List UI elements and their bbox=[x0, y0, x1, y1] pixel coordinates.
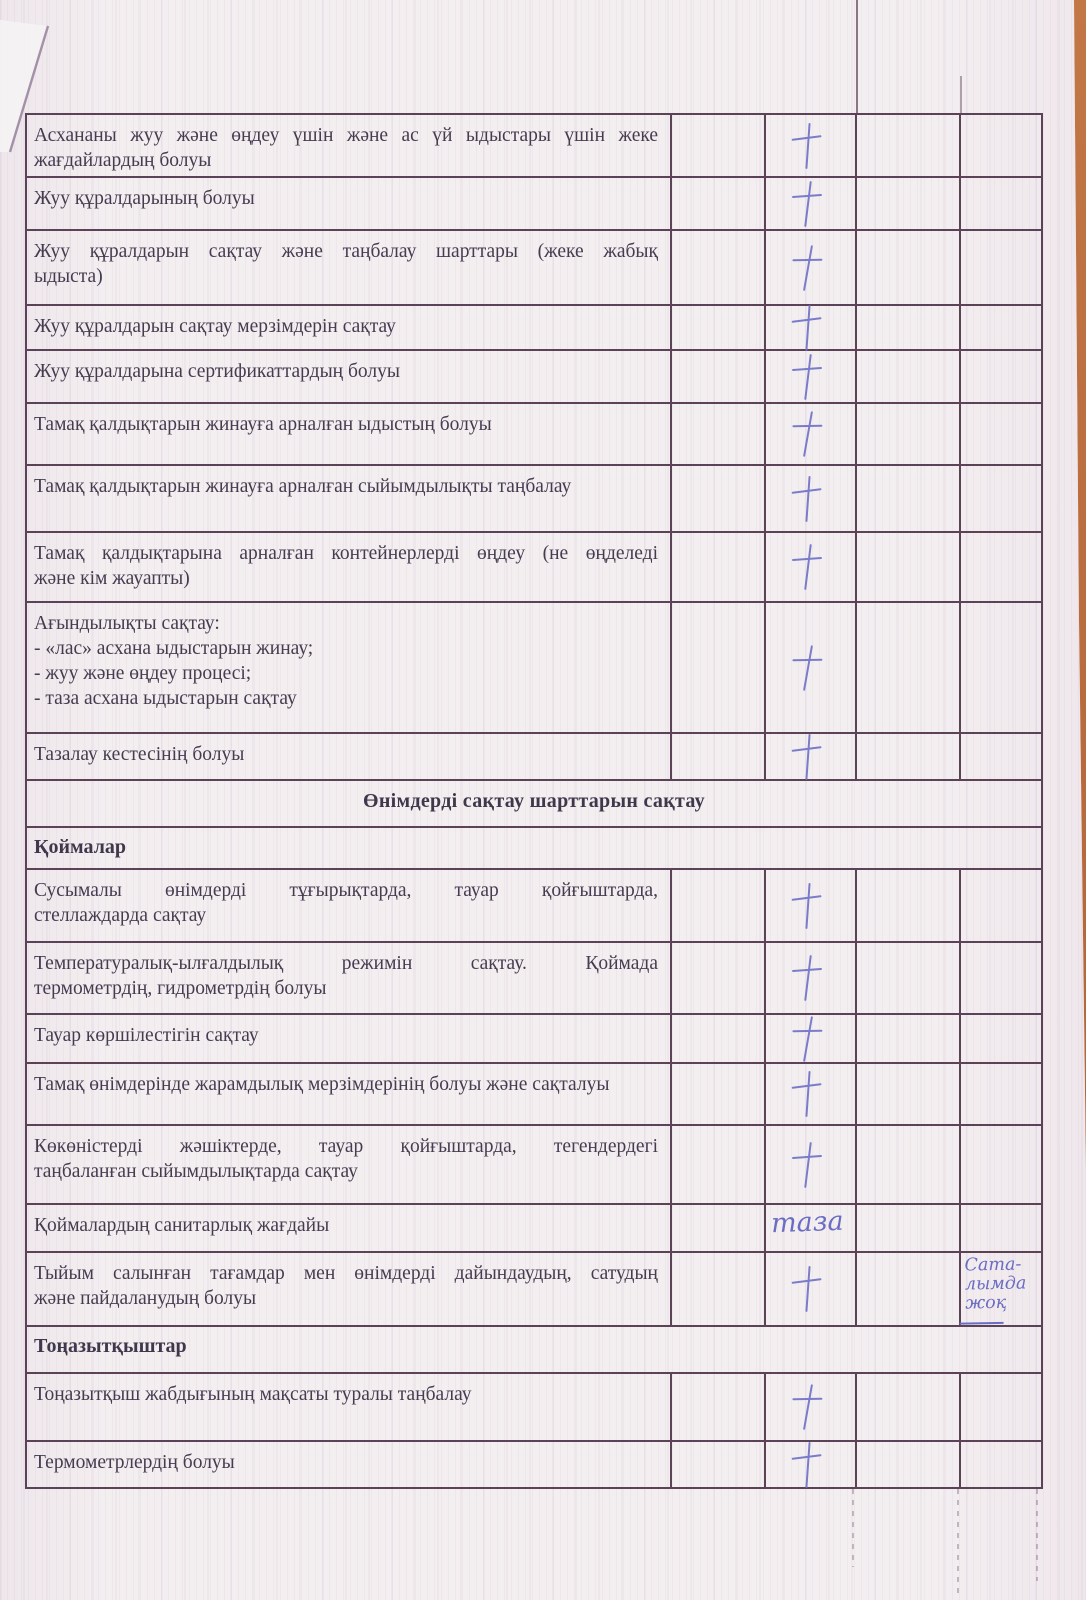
criterion-text: Көкөністерді жәшіктерде, тауар қойғыштарда, тегендердегі таңбаланған сыйымдылықтарда сақтау bbox=[27, 1126, 672, 1203]
criterion-text: Ағындылықты сақтау: - «лас» асхана ыдыстарын жинау; - жуу және өңдеу процесі; - таза асхана ыдыстарын сақтау bbox=[27, 603, 672, 732]
check-cell bbox=[961, 1205, 1041, 1251]
check-cell bbox=[961, 1442, 1041, 1487]
criterion-text: Жуу құралдарын сақтау мерзімдерін сақтау bbox=[27, 306, 672, 349]
handwritten-plus-mark bbox=[791, 882, 823, 930]
check-cell bbox=[766, 404, 857, 464]
handwritten-plus-mark bbox=[792, 354, 822, 400]
table-header-row bbox=[27, 781, 1041, 828]
check-cell bbox=[961, 603, 1041, 732]
faint-line-below-table bbox=[957, 1489, 959, 1599]
inspection-table bbox=[25, 113, 1043, 1489]
criterion-text: Тамақ қалдықтарын жинауға арналған ыдыстың болуы bbox=[27, 404, 672, 464]
check-cell bbox=[766, 1015, 857, 1062]
table-row bbox=[27, 870, 1041, 943]
table-row bbox=[27, 404, 1041, 466]
handwritten-plus-mark bbox=[791, 1070, 823, 1118]
handwritten-note: таза bbox=[770, 1205, 845, 1240]
check-cell bbox=[857, 466, 961, 531]
criterion-text: Тазалау кестесінің болуы bbox=[27, 734, 672, 779]
table-header-row bbox=[27, 1327, 1041, 1374]
table-row bbox=[27, 1126, 1041, 1205]
check-cell bbox=[672, 466, 766, 531]
handwritten-remark: Сата- лымда жоқ bbox=[964, 1255, 1027, 1324]
check-cell bbox=[672, 351, 766, 402]
criterion-text: Қоймалардың санитарлық жағдайы bbox=[27, 1205, 672, 1251]
table-row bbox=[27, 231, 1041, 306]
handwritten-plus-mark bbox=[791, 475, 823, 523]
check-cell bbox=[672, 1253, 766, 1325]
check-cell bbox=[766, 943, 857, 1013]
check-cell bbox=[961, 178, 1041, 229]
table-row bbox=[27, 943, 1041, 1015]
check-cell bbox=[961, 231, 1041, 304]
criterion-text: Тамақ қалдықтарына арналған контейнерлерді өңдеу (не өңделеді және кім жауапты) bbox=[27, 533, 672, 601]
check-cell bbox=[766, 1442, 857, 1487]
check-cell bbox=[961, 1015, 1041, 1062]
check-cell bbox=[857, 943, 961, 1013]
check-cell bbox=[766, 1205, 857, 1251]
table-row bbox=[27, 115, 1041, 178]
handwritten-underline bbox=[960, 1322, 1004, 1325]
table-row bbox=[27, 1205, 1041, 1253]
criterion-text: Жуу құралдарын сақтау және таңбалау шарттары (жеке жабық ыдыста) bbox=[27, 231, 672, 304]
table-row bbox=[27, 1064, 1041, 1126]
criterion-text: Тыйым салынған тағамдар мен өнімдерді дайындаудың, сатудың және пайдаланудың болуы bbox=[27, 1253, 672, 1325]
check-cell bbox=[672, 1126, 766, 1203]
table-row bbox=[27, 351, 1041, 404]
check-cell bbox=[766, 870, 857, 941]
handwritten-plus-mark bbox=[791, 1383, 823, 1431]
check-cell bbox=[766, 115, 857, 176]
table-row bbox=[27, 533, 1041, 603]
check-cell bbox=[672, 1374, 766, 1440]
handwritten-plus-mark bbox=[792, 1142, 822, 1188]
check-cell bbox=[961, 466, 1041, 531]
check-cell bbox=[766, 1064, 857, 1124]
check-cell bbox=[961, 1064, 1041, 1124]
handwritten-plus-mark bbox=[791, 304, 823, 352]
check-cell bbox=[672, 734, 766, 779]
table-row bbox=[27, 1374, 1041, 1442]
criterion-text: Жуу құралдарының болуы bbox=[27, 178, 672, 229]
pen-line-above-table-faint bbox=[960, 76, 962, 115]
check-cell bbox=[961, 734, 1041, 779]
check-cell bbox=[672, 870, 766, 941]
check-cell bbox=[857, 734, 961, 779]
check-cell bbox=[961, 1253, 1041, 1325]
criterion-text: Асхананы жуу және өңдеу үшін және ас үй ыдыстары үшін жеке жағдайлардың болуы bbox=[27, 115, 672, 176]
check-cell bbox=[672, 404, 766, 464]
check-cell bbox=[857, 1015, 961, 1062]
faint-line-below-table bbox=[1036, 1489, 1038, 1581]
subsection-header: Қоймалар bbox=[34, 836, 127, 858]
check-cell bbox=[961, 533, 1041, 601]
check-cell bbox=[857, 178, 961, 229]
table-row bbox=[27, 603, 1041, 734]
check-cell bbox=[672, 533, 766, 601]
check-cell bbox=[672, 306, 766, 349]
criterion-text: Тауар көршілестігін сақтау bbox=[27, 1015, 672, 1062]
check-cell bbox=[672, 115, 766, 176]
check-cell bbox=[672, 1442, 766, 1487]
check-cell bbox=[766, 351, 857, 402]
table-row bbox=[27, 1253, 1041, 1327]
check-cell bbox=[672, 231, 766, 304]
check-cell bbox=[766, 306, 857, 349]
section-header: Өнімдерді сақтау шарттарын сақтау bbox=[363, 790, 705, 812]
handwritten-plus-mark bbox=[791, 733, 823, 781]
check-cell bbox=[857, 1253, 961, 1325]
check-cell bbox=[766, 178, 857, 229]
table-header-row bbox=[27, 828, 1041, 870]
check-cell bbox=[961, 1126, 1041, 1203]
check-cell bbox=[961, 1374, 1041, 1440]
table-row bbox=[27, 466, 1041, 533]
handwritten-plus-mark bbox=[792, 181, 822, 227]
handwritten-plus-mark bbox=[792, 955, 822, 1001]
criterion-text: Термометрлердің болуы bbox=[27, 1442, 672, 1487]
check-cell bbox=[857, 1064, 961, 1124]
criterion-text: Жуу құралдарына сертификаттардың болуы bbox=[27, 351, 672, 402]
check-cell bbox=[961, 115, 1041, 176]
pen-line-above-table bbox=[856, 0, 858, 115]
check-cell bbox=[857, 870, 961, 941]
handwritten-plus-mark bbox=[791, 1015, 823, 1063]
table-row bbox=[27, 178, 1041, 231]
check-cell bbox=[857, 351, 961, 402]
handwritten-plus-mark bbox=[791, 1441, 823, 1489]
check-cell bbox=[672, 603, 766, 732]
check-cell bbox=[766, 1253, 857, 1325]
check-cell bbox=[766, 734, 857, 779]
criterion-text: Сусымалы өнімдерді тұғырықтарда, тауар қойғыштарда, стеллаждарда сақтау bbox=[27, 870, 672, 941]
check-cell bbox=[857, 1442, 961, 1487]
criterion-text: Температуралық-ылғалдылық режимін сақтау. Қоймада термометрдің, гидрометрдің болуы bbox=[27, 943, 672, 1013]
table-row bbox=[27, 734, 1041, 781]
check-cell bbox=[766, 1374, 857, 1440]
check-cell bbox=[672, 1015, 766, 1062]
criterion-text: Тамақ қалдықтарын жинауға арналған сыйымдылықты таңбалау bbox=[27, 466, 672, 531]
check-cell bbox=[857, 231, 961, 304]
table-row bbox=[27, 1442, 1041, 1489]
check-cell bbox=[857, 533, 961, 601]
check-cell bbox=[857, 115, 961, 176]
check-cell bbox=[857, 1126, 961, 1203]
check-cell bbox=[857, 404, 961, 464]
criterion-text: Тамақ өнімдерінде жарамдылық мерзімдерінің болуы және сақталуы bbox=[27, 1064, 672, 1124]
handwritten-plus-mark bbox=[791, 644, 823, 692]
check-cell bbox=[766, 466, 857, 531]
check-cell bbox=[672, 178, 766, 229]
check-cell bbox=[961, 943, 1041, 1013]
table-row bbox=[27, 306, 1041, 351]
handwritten-plus-mark bbox=[791, 1265, 823, 1313]
check-cell bbox=[961, 351, 1041, 402]
check-cell bbox=[961, 404, 1041, 464]
faint-line-below-table bbox=[852, 1489, 854, 1567]
check-cell bbox=[672, 943, 766, 1013]
table-row bbox=[27, 1015, 1041, 1064]
check-cell bbox=[857, 1205, 961, 1251]
check-cell bbox=[961, 870, 1041, 941]
check-cell bbox=[766, 1126, 857, 1203]
check-cell bbox=[857, 1374, 961, 1440]
check-cell bbox=[857, 603, 961, 732]
criterion-text: Тоңазытқыш жабдығының мақсаты туралы таңбалау bbox=[27, 1374, 672, 1440]
handwritten-plus-mark bbox=[791, 122, 823, 170]
check-cell bbox=[961, 306, 1041, 349]
check-cell bbox=[766, 533, 857, 601]
check-cell bbox=[672, 1205, 766, 1251]
subsection-header: Тоңазытқыштар bbox=[34, 1335, 187, 1357]
check-cell bbox=[857, 306, 961, 349]
handwritten-plus-mark bbox=[791, 244, 823, 292]
check-cell bbox=[766, 231, 857, 304]
check-cell bbox=[766, 603, 857, 732]
handwritten-plus-mark bbox=[792, 544, 822, 590]
handwritten-plus-mark bbox=[791, 410, 823, 458]
check-cell bbox=[672, 1064, 766, 1124]
